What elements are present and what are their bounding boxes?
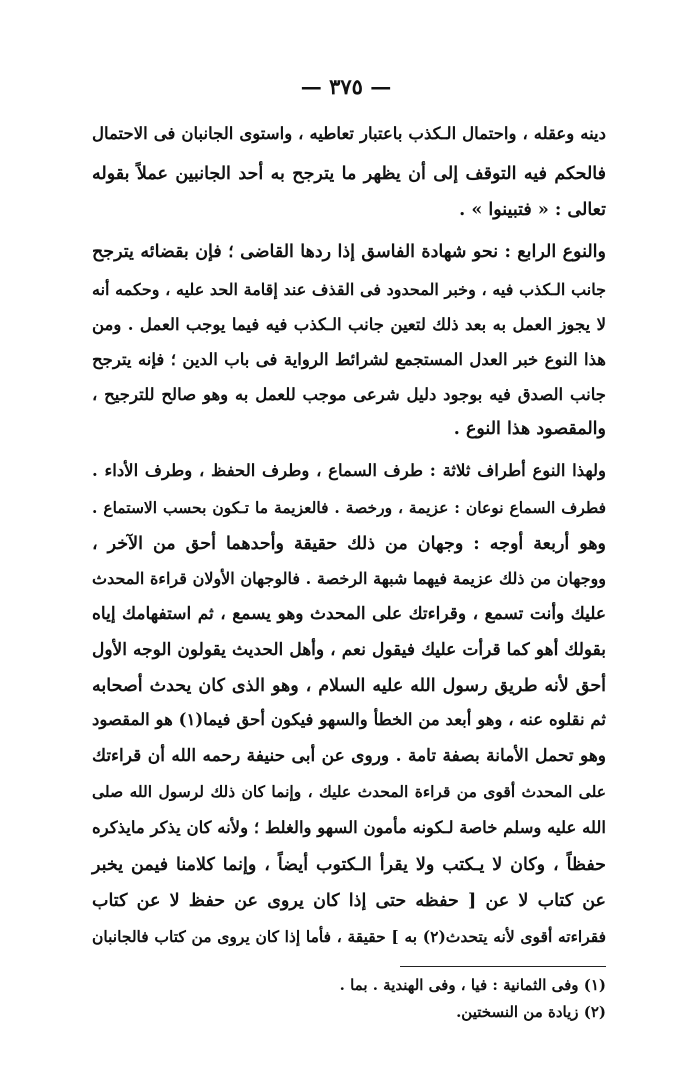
text-line: حفظاً ، وكان لا يـكتب ولا يقرأ الـكتوب أيضاً ، وإنما كلامنا فيمن يخبر bbox=[92, 855, 606, 875]
text-line: ثم نقلوه عنه ، وهو أبعد من الخطأ والسهو فيكون أحق فيما(١) هو المقصود bbox=[92, 710, 606, 729]
text-line: وهو تحمل الأمانة بصفة تامة . وروى عن أبى حنيفة رحمه الله أن قراءتك bbox=[92, 746, 606, 766]
footnote: (٢) زيادة من النسختين. bbox=[456, 1003, 606, 1021]
text-line: لا يجوز العمل به بعد ذلك لتعين جانب الـكذب فيه فيما يوجب العمل . ومن bbox=[92, 315, 606, 334]
footnote: (١) وفى الثمانية : فيا ، وفى الهندية . بما . bbox=[339, 976, 606, 994]
text-line: جانب الـكذب فيه ، وخبر المحدود فى القذف عند إقامة الحد عليه ، وحكمه أنه bbox=[92, 280, 606, 299]
text-line: عن كتاب لا عن [ حفظه حتى إذا كان يروى عن حفظ لا عن كتاب bbox=[92, 891, 606, 911]
text-line: أحق لأنه طريق رسول الله عليه السلام ، وهو الذى كان يحدث أصحابه bbox=[92, 676, 606, 696]
text-line: ولهذا النوع أطراف ثلاثة : طرف السماع ، وطرف الحفظ ، وطرف الأداء . bbox=[92, 461, 606, 480]
text-line: فالحكم فيه التوقف إلى أن يظهر ما يترجح به أحد الجانبين عملاً بقوله bbox=[92, 164, 606, 184]
text-line: فطرف السماع نوعان : عزيمة ، ورخصة . فالعزيمة ما تـكون بحسب الاستماع . bbox=[92, 498, 606, 517]
text-line: وهو أربعة أوجه : وجهان من ذلك حقيقة وأحدهما أحق من الآخر ، bbox=[92, 534, 606, 554]
text-line: على المحدث أقوى من قراءة المحدث عليك ، وإنما كان ذلك لرسول الله صلى bbox=[92, 782, 606, 801]
text-line: والمقصود هذا النوع . bbox=[453, 419, 606, 439]
text-line: الله عليه وسلم خاصة لـكونه مأمون السهو والغلط ؛ ولأنه كان يذكر مايذكره bbox=[92, 818, 606, 837]
text-line: والنوع الرابع : نحو شهادة الفاسق إذا ردها القاضى ؛ فإن بقضائه يترجح bbox=[92, 242, 606, 262]
text-line: بقولك أهو كما قرأت عليك فيقول نعم ، وأهل الحديث يقولون الوجه الأول bbox=[92, 640, 606, 660]
text-line: عليك وأنت تسمع ، وقراءتك على المحدث وهو يسمع ، ثم استفهامك إياه bbox=[92, 604, 606, 624]
text-line: هذا النوع خبر العدل المستجمع لشرائط الرواية فى باب الدين ؛ فإنه يترجح bbox=[92, 350, 606, 369]
footnote-divider bbox=[400, 966, 606, 967]
text-line: جانب الصدق فيه بوجود دليل شرعى موجب للعمل به وهو صالح للترجيح ، bbox=[92, 385, 606, 404]
text-line: ووجهان من ذلك عزيمة فيهما شبهة الرخصة . فالوجهان الأولان قراءة المحدث bbox=[92, 569, 606, 588]
text-line: دينه وعقله ، واحتمال الـكذب باعتبار تعاطيه ، واستوى الجانبان فى الاحتمال bbox=[92, 124, 606, 143]
page-number: — ٣٧٥ — bbox=[300, 74, 392, 99]
text-line: فقراءته أقوى لأنه يتحدث(٢) به ] حقيقة ، فأما إذا كان يروى من كتاب فالجانبان bbox=[92, 927, 606, 946]
text-line: تعالى : « فتبينوا » . bbox=[459, 200, 606, 220]
